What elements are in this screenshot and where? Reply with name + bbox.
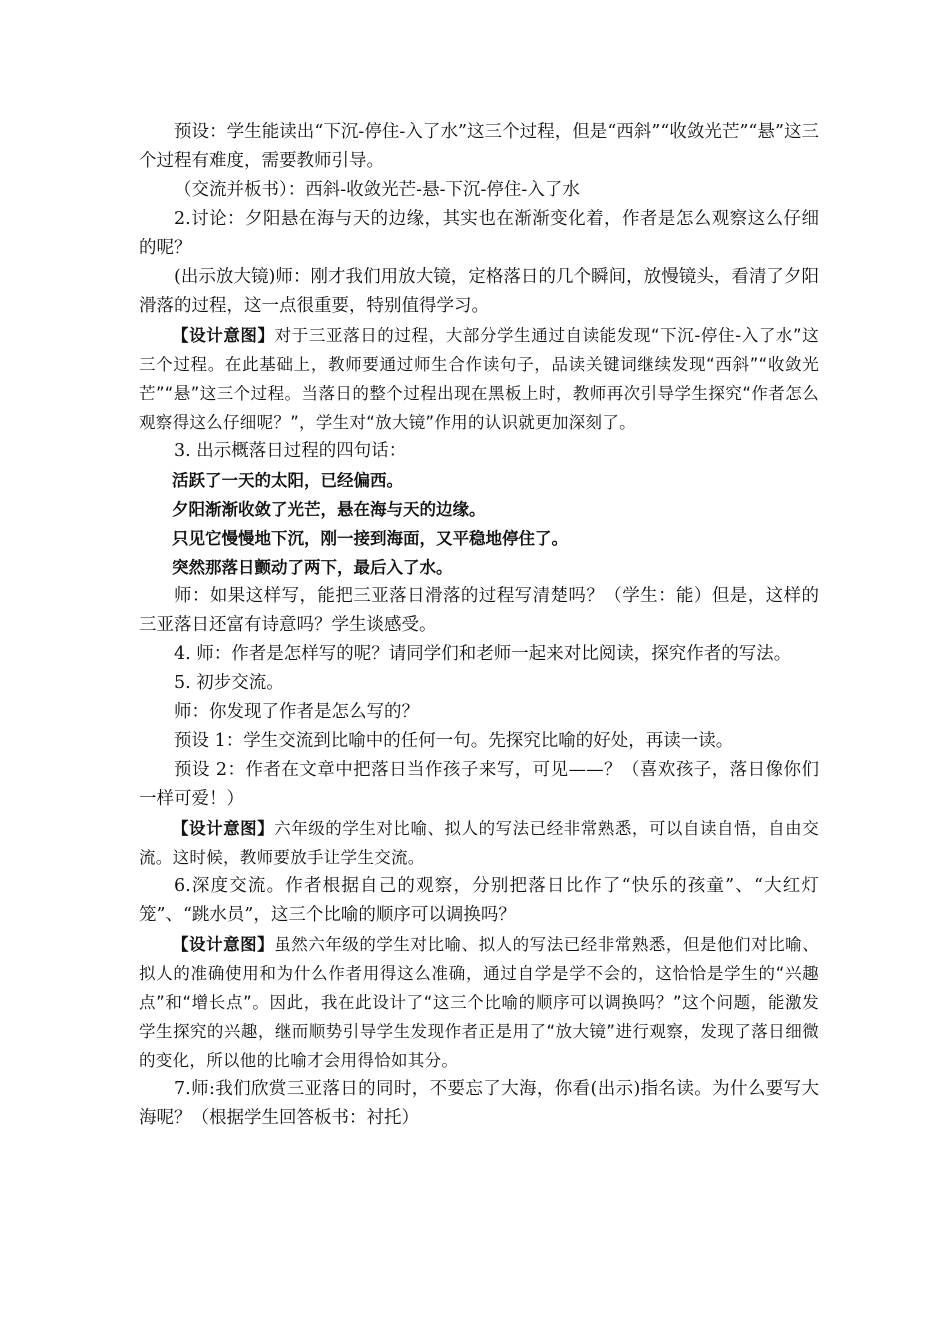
design-intent-text: 虽然六年级的学生对比喻、拟人的写法已经非常熟悉，但是他们对比喻、拟人的准确使用和为什么作者用得这么准确，通过自学是学不会的，这恰恰是学生的“兴趣点”和“增长点”。因此，我在此设计了“这三个比喻的顺序可以调换吗？”这个问题，能激发学生探究的兴趣，继而顺势引导学生发现作者正是用了“放大镜”进行观察，发现了落日细微的变化，所以他的比喻才会用得恰如其分。: [139, 935, 819, 1070]
design-intent-2: [139, 814, 819, 872]
paragraph-magnifier: (出示放大镜)师：刚才我们用放大镜，定格落日的几个瞬间，放慢镜头，看清了夕阳滑落的过程，这一点很重要，特别值得学习。: [139, 267, 819, 316]
design-intent-text: 六年级的学生对比喻、拟人的写法已经非常熟悉，可以自读自悟，自由交流。这时候，教师要放手让学生交流。: [139, 819, 819, 867]
paragraph-initial-exchange: 5. 初步交流。: [174, 673, 284, 693]
paragraph-preset-2: 预设 2：作者在文章中把落日当作孩子来写，可见——？（喜欢孩子，落日像你们一样可爱！）: [139, 760, 819, 809]
paragraph-preset: 预设：学生能读出“下沉-停住-入了水”这三个过程，但是“西斜”“收敛光芒”“悬”这三个过程有难度，需要教师引导。: [139, 122, 819, 171]
design-intent-1: [139, 321, 819, 437]
paragraph-preset-1: 预设 1：学生交流到比喻中的任何一句。先探究比喻的好处，再读一读。: [174, 731, 734, 751]
paragraph-four-sentences: 3. 出示概落日过程的四句话：: [174, 441, 407, 461]
paragraph-deep-exchange: 6.深度交流。作者根据自己的观察，分别把落日比作了“快乐的孩童”、“大红灯笼”、“跳水员”，这三个比喻的顺序可以调换吗？: [139, 876, 819, 925]
design-intent-tag: 【设计意图】: [172, 326, 275, 345]
paragraph-board-note: （交流并板书）：西斜-收敛光芒-悬-下沉-停住-入了水: [174, 180, 580, 200]
design-intent-3: [139, 930, 819, 1075]
paragraph-discussion: 2.讨论：夕阳悬在海与天的边缘，其实也在渐渐变化着，作者是怎么观察这么仔细的呢？: [139, 209, 819, 258]
design-intent-tag: 【设计意图】: [172, 819, 275, 838]
sentence-1: 活跃了一天的太阳，已经偏西。: [172, 471, 403, 490]
paragraph-teacher-ask: 师：你发现了作者是怎么写的？: [174, 702, 419, 722]
design-intent-tag: 【设计意图】: [172, 935, 275, 954]
document-page: [139, 118, 819, 1133]
paragraph-sea: 7.师:我们欣赏三亚落日的同时，不要忘了大海，你看(出示)指名读。为什么要写大海呢？（根据学生回答板书：衬托）: [139, 1079, 819, 1128]
sentence-4: 突然那落日颤动了两下，最后入了水。: [172, 558, 453, 577]
paragraph-teacher-question: 师：如果这样写，能把三亚落日滑落的过程写清楚吗？（学生：能）但是，这样的三亚落日还富有诗意吗？学生谈感受。: [139, 586, 819, 635]
paragraph-compare-reading: 4. 师：作者是怎样写的呢？请同学们和老师一起来对比阅读，探究作者的写法。: [174, 644, 792, 664]
design-intent-text: 对于三亚落日的过程，大部分学生通过自读能发现“下沉-停住-入了水”这三个过程。在此基础上，教师要通过师生合作读句子，品读关键词继续发现“西斜”“收敛光芒”“悬”这三个过程。当落日的整个过程出现在黑板上时，教师再次引导学生探究“作者怎么观察得这么仔细呢？”，学生对“放大镜”作用的认识就更加深刻了。: [139, 326, 819, 432]
sentence-3: 只见它慢慢地下沉，刚一接到海面，又平稳地停住了。: [172, 529, 568, 548]
sentence-2: 夕阳渐渐收敛了光芒，悬在海与天的边缘。: [172, 500, 486, 519]
